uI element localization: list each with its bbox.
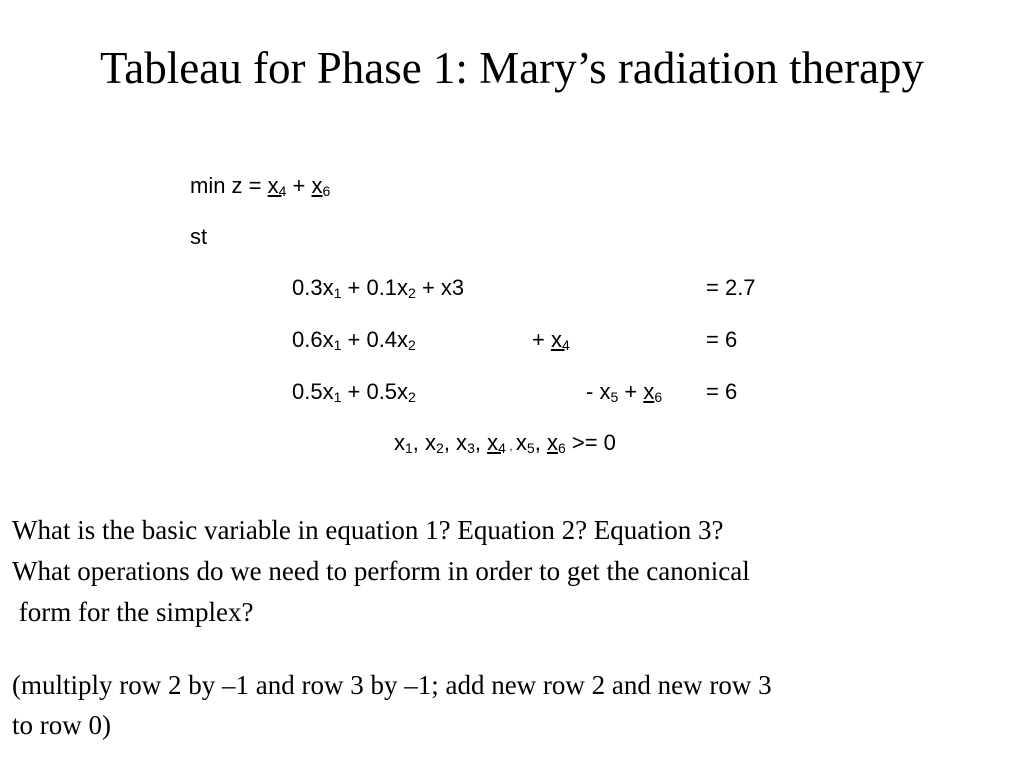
- question-line-1: What is the basic variable in equation 1? Equation 2? Equation 3?: [12, 515, 724, 545]
- constraint-1-rhs: = 2.7: [706, 275, 756, 300]
- objective-plus: +: [286, 173, 312, 198]
- constraint-2: [292, 326, 792, 356]
- constraint-2-lhs: $0.6x_1 + 0.4x_2$: [292, 327, 416, 353]
- constraint-3-rhs: = 6: [706, 379, 738, 404]
- answer-line-1: (multiply row 2 by –1 and row 3 by –1; add new row 2 and new row 3: [12, 670, 772, 700]
- slide-title: Tableau for Phase 1: Mary’s radiation therapy: [99, 43, 925, 93]
- objective-var-x6: $x_6$: [311, 173, 331, 199]
- answer-line-2: to row 0): [12, 710, 111, 740]
- objective-var-x4: $x_4$: [267, 173, 287, 199]
- constraint-1: [292, 274, 792, 304]
- constraint-3-lhs: $0.5x_1 + 0.5x_2$: [292, 379, 416, 405]
- constraint-3: [292, 378, 792, 408]
- constraint-2-rhs: = 6: [706, 327, 738, 352]
- objective-prefix: min z =: [190, 173, 268, 198]
- question-line-3: form for the simplex?: [12, 597, 254, 627]
- question-line-2: What operations do we need to perform in order to get the canonical: [12, 556, 750, 586]
- st-label: st: [190, 224, 208, 249]
- constraint-3-surplus-artificial: - $x_5 + x_6$: [586, 379, 663, 405]
- constraint-1-lhs: $0.3x_1 + 0.1x_2 + x3$: [292, 275, 465, 301]
- constraint-2-artificial: + $x_4$: [532, 327, 570, 353]
